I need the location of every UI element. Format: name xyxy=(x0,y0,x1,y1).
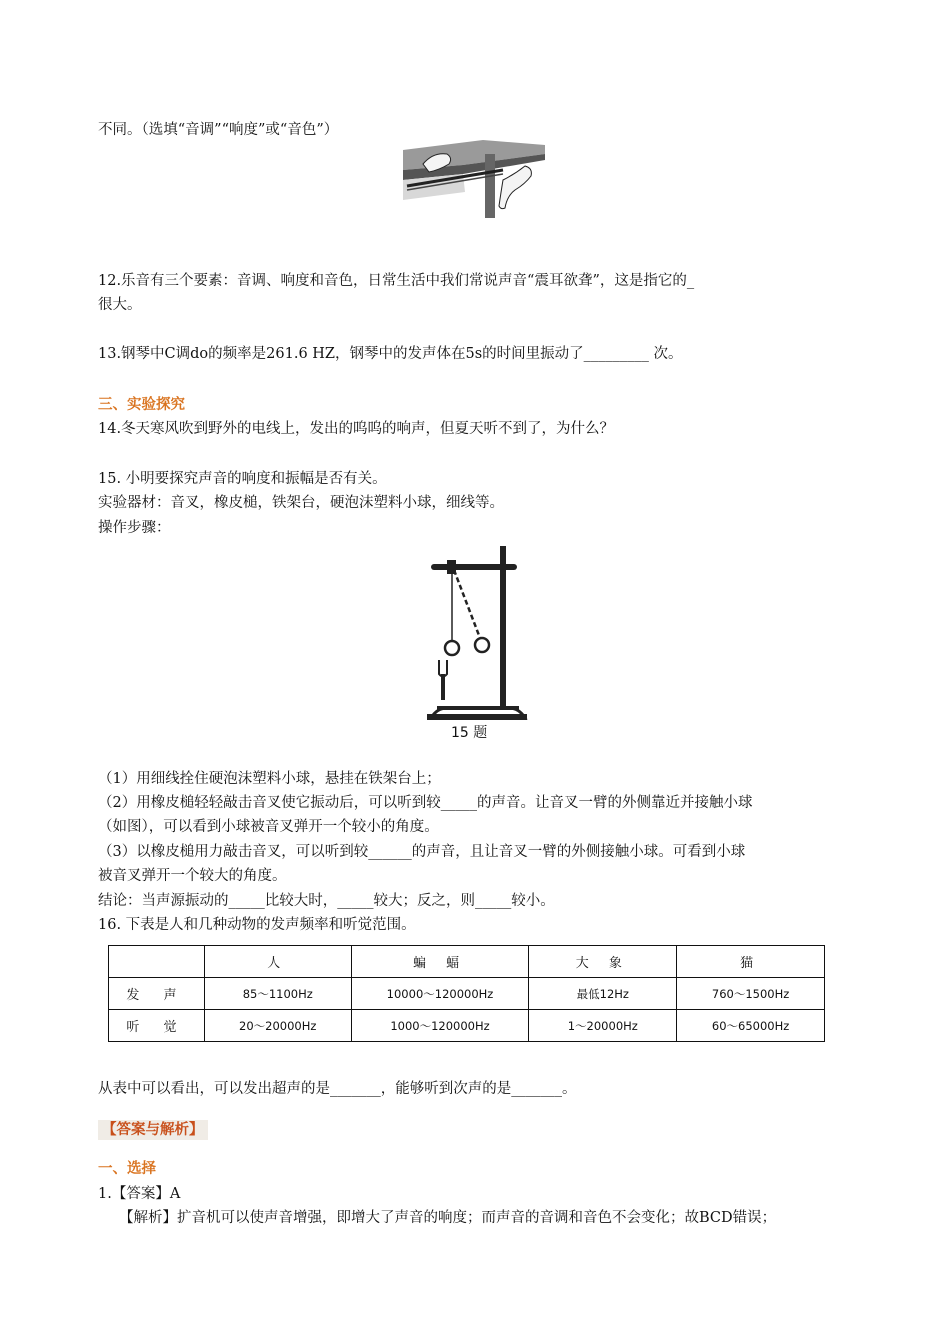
table-header-cell xyxy=(109,946,205,978)
equipment-line: 实验器材：音叉，橡皮槌，铁架台，硬泡沫塑料小球，细线等。 xyxy=(98,495,504,511)
table-row xyxy=(109,1010,825,1042)
steps-label: 操作步骤： xyxy=(98,520,171,536)
tuning-fork-stand-figure xyxy=(425,542,531,747)
table-cell: 20～20000Hz xyxy=(204,1010,351,1042)
table-cell: 1000～120000Hz xyxy=(351,1010,529,1042)
answer-1: 1.【答案】A xyxy=(98,1186,181,1202)
ruler-on-table-figure xyxy=(403,140,545,218)
step-3: （3）以橡皮槌用力敲击音叉，可以听到较______的声音，且让音叉一臂的外侧接触小球。可看到小球 xyxy=(98,844,746,860)
text-line: 不同。（选填“音调”“响度”或“音色”） xyxy=(98,122,339,138)
step-2-continued: （如图），可以看到小球被音叉弹开一个较小的角度。 xyxy=(98,819,439,835)
step-1: （1）用细线拴住硬泡沫塑料小球，悬挂在铁架台上； xyxy=(98,771,441,787)
answer-1-explanation: 【解析】扩音机可以使声音增强，即增大了声音的响度；而声音的音调和音色不会变化；故BCD错误； xyxy=(119,1210,777,1226)
table-cell: 10000～120000Hz xyxy=(351,978,529,1010)
table-header-cell: 蝙 蝠 xyxy=(351,946,529,978)
table-row-header: 听 觉 xyxy=(109,1010,205,1042)
table-cell: 760～1500Hz xyxy=(677,978,825,1010)
table-header-cell: 人 xyxy=(204,946,351,978)
question-13: 13.钢琴中C调do的频率是261.6 HZ，钢琴中的发声体在5s的时间里振动了_________ 次。 xyxy=(98,346,683,362)
table-cell: 85～1100Hz xyxy=(204,978,351,1010)
table-cell: 1～20000Hz xyxy=(529,1010,677,1042)
section-heading-experiment: 三、实验探究 xyxy=(98,397,185,413)
table-header-row xyxy=(109,946,825,978)
conclusion-line: 结论：当声源振动的_____比较大时，_____较大；反之，则_____较小。 xyxy=(98,893,555,909)
table-row xyxy=(109,978,825,1010)
step-3-continued: 被音叉弹开一个较大的角度。 xyxy=(98,868,287,884)
table-header-cell: 猫 xyxy=(677,946,825,978)
question-14: 14.冬天寒风吹到野外的电线上，发出的呜呜的响声，但夏天听不到了，为什么？ xyxy=(98,421,615,437)
question-12-continued: 很大。 xyxy=(98,297,142,313)
question-12: 12.乐音有三个要素：音调、响度和音色，日常生活中我们常说声音“震耳欲聋”，这是指它的_ xyxy=(98,273,695,289)
answer-section-title xyxy=(98,1120,208,1140)
frequency-table xyxy=(108,945,825,1042)
question-16: 16. 下表是人和几种动物的发声频率和听觉范围。 xyxy=(98,917,416,933)
table-cell: 最低12Hz xyxy=(529,978,677,1010)
table-cell: 60～65000Hz xyxy=(677,1010,825,1042)
question-15: 15. 小明要探究声音的响度和振幅是否有关。 xyxy=(98,471,387,487)
table-row-header: 发 声 xyxy=(109,978,205,1010)
table-header-cell: 大 象 xyxy=(529,946,677,978)
section-heading-choice: 一、选择 xyxy=(98,1161,156,1177)
answer-title-label: 【答案与解析】 xyxy=(98,1120,208,1140)
question-16-fill: 从表中可以看出，可以发出超声的是_______，能够听到次声的是_______。 xyxy=(98,1081,577,1097)
step-2: （2）用橡皮槌轻轻敲击音叉使它振动后，可以听到较_____的声音。让音叉一臂的外侧靠近并接触小球 xyxy=(98,795,753,811)
figure-caption: 15 题 xyxy=(451,725,488,741)
